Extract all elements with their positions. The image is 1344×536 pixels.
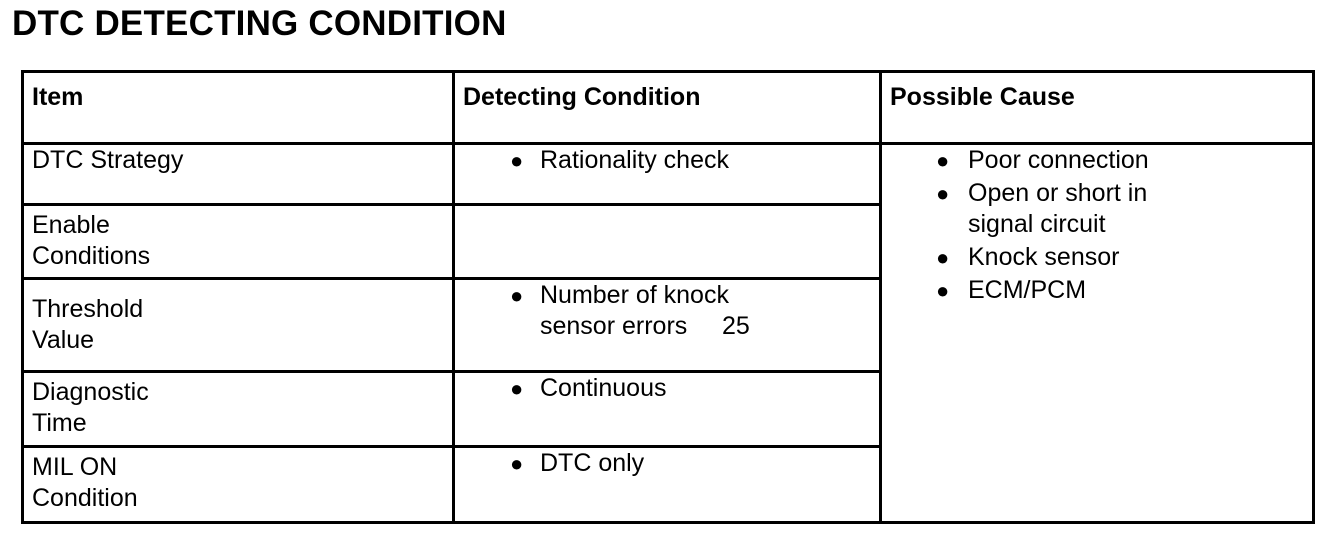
item-label: DTC Strategy: [32, 146, 184, 174]
condition-list: [463, 448, 879, 479]
condition-list: [463, 145, 879, 176]
item-label: MIL ON Condition: [32, 452, 138, 512]
item-cell: [23, 205, 454, 279]
bullet-icon: ●: [936, 245, 950, 270]
bullet-icon: ●: [510, 283, 524, 309]
cause-text: Knock sensor: [968, 243, 1120, 271]
list-item: [890, 178, 1312, 240]
condition-text: Number of knock sensor errors 25: [540, 281, 750, 341]
column-header-possible-cause: Possible Cause: [881, 72, 1314, 144]
list-item: [463, 145, 879, 176]
cause-text: Open or short in signal circuit: [968, 179, 1148, 238]
bullet-icon: ●: [936, 181, 950, 206]
bullet-icon: ●: [936, 148, 950, 173]
possible-cause-cell: [881, 144, 1314, 523]
condition-text: Rationality check: [540, 146, 729, 174]
list-item: [890, 275, 1312, 306]
condition-cell: [454, 371, 881, 446]
possible-cause-list: [890, 145, 1312, 306]
item-label: Diagnostic Time: [32, 377, 149, 437]
list-item: [463, 448, 879, 479]
condition-cell: [454, 205, 881, 279]
condition-text: Continuous: [540, 373, 667, 402]
item-cell: [23, 446, 454, 522]
item-cell: [23, 371, 454, 446]
bullet-icon: ●: [936, 278, 950, 303]
cause-text: Poor connection: [968, 146, 1149, 174]
list-item: [890, 242, 1312, 273]
column-header-item: Item: [23, 72, 454, 144]
bullet-icon: ●: [510, 450, 524, 476]
condition-list: [463, 373, 879, 404]
page-title: DTC DETECTING CONDITION: [12, 4, 507, 43]
bullet-icon: ●: [510, 375, 524, 401]
table-row: [23, 144, 1314, 205]
condition-text: DTC only: [540, 448, 645, 477]
table-header-row: [23, 72, 1314, 144]
item-label: Enable Conditions: [32, 211, 151, 271]
condition-list: [463, 280, 879, 342]
item-cell: [23, 144, 454, 205]
condition-cell: [454, 144, 881, 205]
column-header-detecting-condition: Detecting Condition: [454, 72, 881, 144]
list-item: [890, 145, 1312, 176]
list-item: [463, 280, 879, 342]
item-label: Threshold Value: [32, 295, 144, 355]
cause-text: ECM/PCM: [968, 276, 1087, 304]
condition-cell: [454, 279, 881, 371]
condition-cell: [454, 446, 881, 522]
dtc-table: [21, 70, 1315, 524]
list-item: [463, 373, 879, 404]
item-cell: [23, 279, 454, 371]
bullet-icon: ●: [510, 148, 524, 173]
